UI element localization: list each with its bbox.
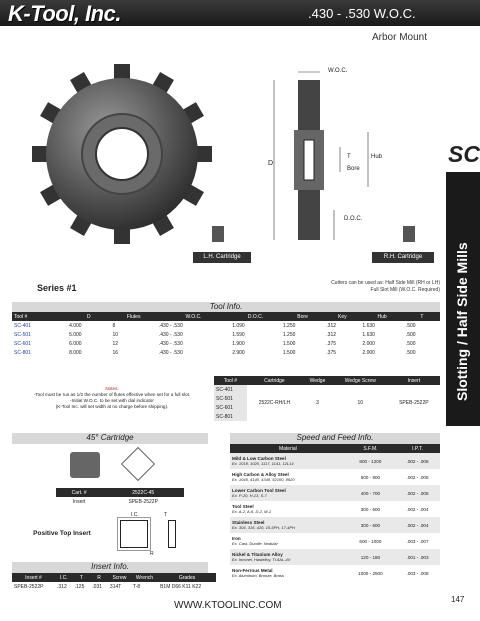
table-cell: 1.090 [232,322,245,329]
col-header: Screw [108,573,131,582]
material-examples: Ex. 1018, 1020, 1117, 1141, 12L14 [232,461,294,466]
col-header: Bore [281,312,324,321]
notes-line: (K-Tool Inc. will set width at no charge before shipping). [55,404,169,409]
table-cell: .002 - .006 [406,458,429,464]
col-header: Key [324,312,360,321]
table-cell: .430 - .530 [158,322,183,329]
table-cell: 2.900 [232,349,245,356]
table-row [12,339,440,348]
cartridge-image [70,452,100,478]
table-header-row [12,573,216,582]
table-header-row [214,376,440,385]
table-row [230,533,440,549]
label-doc: D.O.C. [344,216,363,222]
material-examples: Ex. A-2, A-6, D-2, M-2 [232,509,272,514]
label-woc: W.O.C. [328,68,348,74]
table-cell: SC-501 [214,394,247,403]
col-header: D.O.C. [230,312,281,321]
notes-block [12,386,212,410]
material-examples: Ex. P-20, H-13, S-7 [232,493,267,498]
tool-info-title: Tool Info. [12,302,440,312]
page-title: .430 - .530 W.O.C. [308,6,416,21]
table-cell: 2522C-RH/LH [258,400,291,406]
col-header: Wedge Screw [333,376,388,385]
table-cell: 300 - 600 [360,506,381,512]
col-header: Flutes [111,312,157,321]
material-cell [230,453,346,469]
table-cell: 1.500 [282,349,296,356]
material-examples: Ex. Inconel, Hastelloy, Ti-6AL-4V [232,557,291,562]
col-header: Insert # [12,573,55,582]
table-cell: .312 [326,331,337,338]
material-examples: Ex. 1045, 4140, 4340, 52100, 8620 [232,477,295,482]
material-examples: Ex. Aluminum, Bronze, Brass [232,573,284,578]
table-cell: .375 [326,349,337,356]
rh-cartridge-label: R.H. Cartridge [372,252,434,263]
table-cell: .031 [92,583,103,590]
section-sidebar-label: Slotting / Half Side Mills [454,242,470,401]
notes-line: -Tool must be run as 1/2 the number of flutes effective when set for a full slot. [33,392,191,397]
table-cell: 6.000 [69,340,82,347]
table-cell: 1.900 [232,340,245,347]
table-cell: .001 - .003 [406,554,429,560]
tool-link[interactable]: SC-601 [14,340,31,347]
material-examples: Ex. Cast, Ductile, Nodular [232,541,278,546]
table-cell: .003 - .008 [406,570,429,576]
cutters-note-line: Cutters can be used as: Half Side Mill (RH or LH) [331,280,440,286]
table-header-row [230,444,440,453]
table-cell: SC-801 [214,412,247,421]
label-r: R [150,551,154,557]
col-header: W.O.C. [157,312,230,321]
table-cell: SC-601 [214,403,247,412]
material-cell [230,501,346,517]
table-row [214,385,440,394]
insert-info-table [12,573,216,591]
insert-drawing [120,520,148,548]
table-cell: 12 [112,340,119,347]
table-cell: B1M D66 K11 K22 [160,583,202,590]
profile-diagram [260,62,430,252]
label-t: T [347,154,351,160]
table-cell: .312 [57,583,67,590]
col-header: D [67,312,110,321]
label-ic: I.C. [131,512,139,518]
material-name: Iron [232,536,241,541]
table-row [230,469,440,485]
label-d: D [268,160,274,167]
website-link[interactable]: WWW.KTOOLINC.COM [174,600,282,611]
table-cell: 314T [109,583,122,590]
table-cell: 10 [357,400,364,406]
insert-info-title: Insert Info. [12,562,208,573]
table-row [12,582,216,591]
table-cell: 8.000 [69,349,82,356]
col-header: R [90,573,108,582]
table-cell: 1000 - 2500 [358,570,383,576]
table-cell: .002 - .004 [406,506,429,512]
col-header: Wrench [131,573,158,582]
col-header: Material [230,444,346,453]
cutter-image [30,62,215,247]
table-row [230,453,440,469]
col-header: I.P.T. [395,444,440,453]
table-row [56,497,184,506]
table-cell: 1.630 [362,331,375,338]
cartridge-drawing [121,447,155,481]
material-name: Stainless Steel [232,520,265,525]
lh-cartridge-label: L.H. Cartridge [193,252,251,263]
insert-type-label: Positive Top Insert [33,530,91,537]
col-header: Tool # [214,376,247,385]
table-cell: 1.250 [282,331,296,338]
tool-link[interactable]: SC-801 [14,349,31,356]
col-header: Wedge [302,376,333,385]
label-t: T [164,512,168,518]
table-header-row [12,312,440,321]
series-label: Series #1 [37,283,77,293]
col-header: Hub [360,312,403,321]
table-cell: 120 - 180 [360,554,381,560]
material-cell [230,517,346,533]
table-cell: SC-401 [214,385,247,394]
table-cell: T-8 [132,583,141,590]
col-header: S.F.M. [346,444,395,453]
table-cell: SPEB-2522P [14,583,44,590]
table-cell: SPEB-2522P [128,498,158,505]
table-cell: 1.250 [282,322,296,329]
table-cell: 800 - 1200 [359,458,382,464]
cutters-note [280,280,440,294]
label-hub: Hub [371,154,383,160]
table-cell: 1.590 [232,331,245,338]
table-cell: .500 [405,322,416,329]
table-cell: .312 [326,322,337,329]
col-header: Grades [158,573,216,582]
col-header: Cart. # [56,488,102,497]
col-header: Insert [388,376,440,385]
col-header: 2522C-45 [102,488,184,497]
rh-cartridge-image [403,226,415,242]
table-cell: Insert [72,498,86,505]
table-cell: .003 - .007 [406,538,429,544]
material-name: Nickel & Titanium Alloy [232,552,283,557]
insert-side-drawing [168,520,176,548]
table-cell: .002 - .005 [406,474,429,480]
notes-title: Notes: [105,386,119,391]
material-cell [230,469,346,485]
table-cell: .125 [74,583,85,590]
material-name: High Carbon & Alloy Steel [232,472,289,477]
table-header-row [56,488,184,497]
cutters-note-line: Full Slot Mill (W.O.C. Required) [370,287,440,293]
table-cell: .430 - .530 [158,349,183,356]
material-name: Mild & Low Carbon Steel [232,456,286,461]
table-row [12,348,440,357]
table-cell: 400 - 700 [360,490,381,496]
table-cell: .500 [405,331,416,338]
cartridge-table [56,488,184,506]
table-cell: 1.500 [282,340,296,347]
page-number: 147 [451,595,465,604]
table-cell: 600 - 1000 [359,538,382,544]
table-row [230,549,440,565]
material-name: Lower Carbon Tool Steel [232,488,286,493]
table-cell: .430 - .530 [158,340,183,347]
table-cell: 3 [316,400,319,406]
table-cell: 5.000 [69,331,82,338]
material-examples: Ex. 304, 316, 420, 15-5PH, 17-4PH [232,525,295,530]
table-cell: 300 - 600 [360,522,381,528]
tool-info-table [12,312,440,357]
page-subtitle: Arbor Mount [372,32,428,43]
table-row [230,565,440,581]
tool-link[interactable]: SC-501 [14,331,31,338]
material-cell [230,549,346,565]
table-cell: .500 [405,340,416,347]
cartridge-box-title: 45° Cartridge [12,433,208,444]
section-code: SC [448,141,480,167]
company-logo: K-Tool, Inc. [8,1,121,26]
tool-cartridge-table [214,376,440,421]
table-cell: .430 - .530 [158,331,183,338]
table-cell: 16 [112,349,119,356]
table-cell: SPEB-2522P [399,400,429,406]
material-name: Non-Ferrous Metal [232,568,273,573]
speed-feed-title: Speed and Feed Info. [230,433,440,444]
table-row [230,485,440,501]
table-cell: 2.000 [362,349,375,356]
table-cell: 8 [112,322,116,329]
col-header: Cartridge [247,376,302,385]
table-row [230,517,440,533]
table-cell: .375 [326,340,337,347]
col-header: I.C. [55,573,73,582]
speed-feed-table [230,444,440,581]
table-row [12,321,440,330]
material-cell [230,565,346,581]
table-cell: .002 - .005 [406,490,429,496]
notes-line: -Initial W.O.C. to be set with dial indicator [70,398,154,403]
tool-link[interactable]: SC-401 [14,322,31,329]
table-row [12,330,440,339]
material-name: Tool Steel [232,504,254,509]
material-cell [230,533,346,549]
table-cell: .002 - .004 [406,522,429,528]
col-header: Tool # [12,312,67,321]
table-cell: 500 - 800 [360,474,381,480]
table-cell: 2.000 [362,340,375,347]
col-header: T [73,573,91,582]
table-cell: 1.630 [362,322,375,329]
table-cell: .500 [405,349,416,356]
lh-cartridge-image [212,226,224,242]
table-cell: 4.000 [69,322,82,329]
table-row [230,501,440,517]
material-cell [230,485,346,501]
table-cell: 10 [112,331,119,338]
col-header: T [404,312,440,321]
label-bore: Bore [347,166,360,172]
